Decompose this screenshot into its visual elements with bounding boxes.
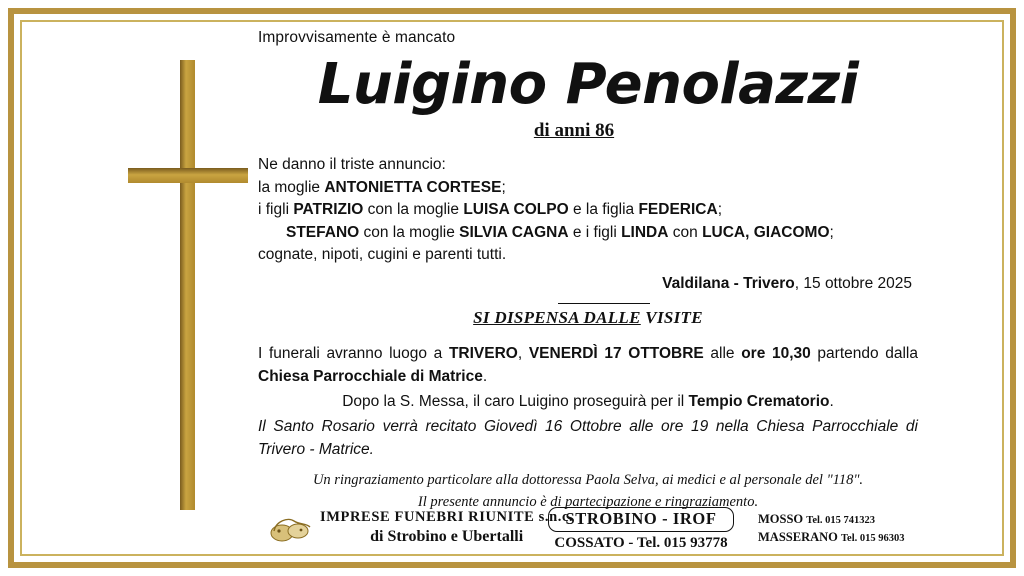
funeral-home-badge-label: STROBINO - IROF [548, 507, 734, 532]
funeral-home-name [320, 509, 573, 546]
after-mass-text-1: Dopo la S. Messa, il caro Luigino proseguirà per il [342, 392, 689, 410]
funeral-time: ore 10,30 [741, 344, 811, 362]
after-mass-note [258, 390, 918, 413]
notice-date: , 15 ottobre 2025 [794, 274, 912, 292]
family-line-3-mid-3: con [668, 223, 703, 241]
thanks-line-2: Il presente annuncio è di partecipazione e ringraziamento. [417, 493, 759, 510]
rosary-note: Il Santo Rosario verrà recitato Giovedì 16 Ottobre alle ore 19 nella Chiesa Parrocchiale di Trivero - Matrice. [258, 417, 918, 458]
family-line-1 [258, 177, 918, 200]
intro-text: Improvvisamente è mancato [258, 29, 456, 46]
family-line-3 [258, 222, 918, 245]
family-line-2-prefix: i figli [258, 201, 294, 218]
family-line-2-mid-2: e la figlia [568, 201, 639, 218]
funeral-details [258, 342, 918, 388]
family-line-1-name: ANTONIETTA CORTESE [324, 178, 502, 196]
funeral-day: VENERDÌ 17 OTTOBRE [528, 344, 704, 362]
branch-2-phone: Tel. 015 96303 [841, 533, 905, 544]
funeral-church: Chiesa Parrocchiale di Matrice [258, 367, 483, 385]
funeral-home-footer [258, 505, 918, 561]
funeral-place: TRIVERO [448, 344, 518, 362]
divider [558, 303, 650, 304]
family-line-3-mid-2: e i figli [568, 223, 622, 241]
dispensa-underlined-text: SI DISPENSA DALLE [473, 307, 641, 327]
cross-horizontal-bar [128, 168, 248, 183]
family-line-2-name-3: FEDERICA [638, 201, 718, 218]
crematorium-name: Tempio Crematorio [688, 392, 830, 410]
branch-1-name: MOSSO [758, 512, 804, 526]
funeral-text-1: I funerali avranno luogo a [258, 344, 449, 362]
notice-content [258, 28, 918, 513]
family-line-4: cognate, nipoti, cugini e parenti tutti. [258, 246, 507, 263]
funeral-home-badge-contact: COSSATO - Tel. 015 93778 [554, 535, 728, 551]
announcement-block [258, 154, 918, 267]
branch-1-phone: Tel. 015 741323 [806, 515, 876, 526]
place-and-date [258, 275, 918, 293]
funeral-text-5: . [482, 367, 488, 385]
funeral-text-3: alle [703, 344, 742, 362]
after-mass-text-2: . [829, 392, 834, 410]
family-line-2-mid-1: con la moglie [363, 201, 464, 218]
funeral-home-name-line-2: di Strobino e Ubertalli [370, 528, 524, 545]
funeral-home-badge [548, 507, 734, 552]
funeral-home-branches [758, 511, 905, 547]
place-name: Valdilana - Trivero [662, 274, 795, 292]
family-line-1-prefix: la moglie [258, 178, 325, 196]
funeral-home-logo-icon [268, 511, 314, 545]
dispensa-visite-note [258, 308, 918, 328]
funeral-home-name-line-1: IMPRESE FUNEBRI RIUNITE s.n.c. [320, 509, 574, 525]
family-line-3-name-3: LINDA [621, 223, 669, 241]
announce-header: Ne danno il triste annuncio: [258, 156, 446, 173]
family-line-3-suffix: ; [829, 223, 834, 241]
deceased-age: di anni 86 [533, 120, 615, 141]
dispensa-rest-text: VISITE [640, 307, 703, 327]
cross-vertical-bar [180, 60, 195, 510]
deceased-name: Luigino Penolazzi [317, 52, 859, 117]
family-line-3-name-1: STEFANO [286, 223, 360, 241]
family-line-3-mid-1: con la moglie [359, 223, 460, 241]
branch-row-1 [758, 511, 905, 529]
branch-row-2 [758, 529, 905, 547]
funeral-text-2: , [517, 344, 529, 362]
thanks-line-1: Un ringraziamento particolare alla dottoressa Paola Selva, ai medici e al personale del "118". [312, 471, 864, 488]
family-line-2-name-1: PATRIZIO [293, 201, 364, 218]
family-line-2-suffix: ; [717, 201, 723, 218]
funeral-text-4: partendo dalla [810, 344, 918, 362]
family-line-2-name-2: LUISA COLPO [463, 201, 569, 218]
cross-icon [118, 60, 258, 520]
family-line-2 [258, 199, 918, 222]
branch-2-name: MASSERANO [758, 530, 838, 544]
family-line-1-suffix: ; [501, 178, 506, 196]
family-line-3-name-2: SILVIA CAGNA [459, 223, 569, 241]
family-line-3-name-4: LUCA, GIACOMO [702, 223, 830, 241]
